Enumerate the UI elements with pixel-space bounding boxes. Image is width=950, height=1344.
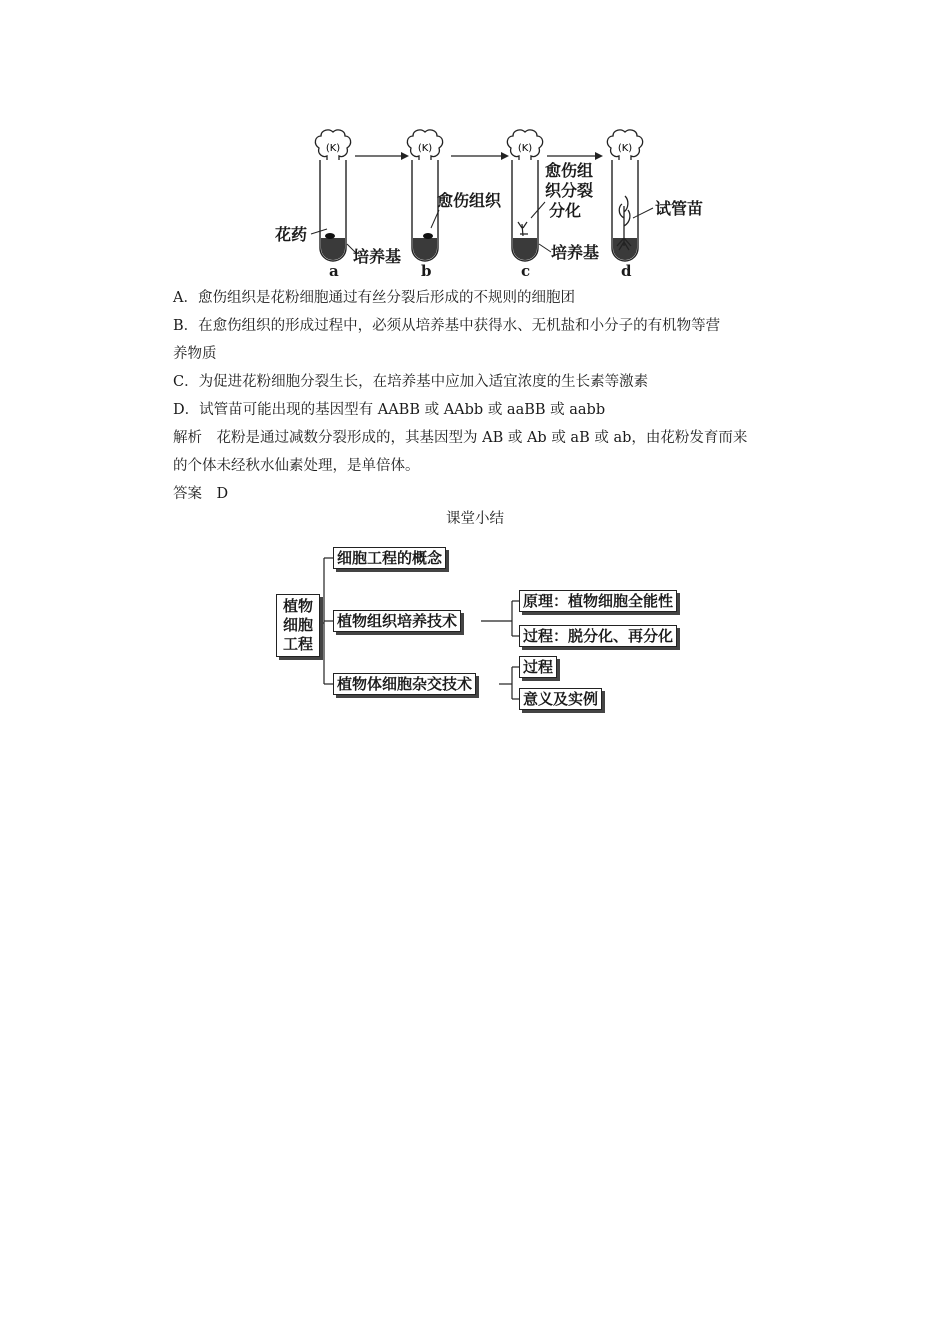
option-d: D．试管苗可能出现的基因型有 AABB 或 AAbb 或 aaBB 或 aabb <box>173 402 606 418</box>
mindmap-tissue-process: 过程：脱分化、再分化 <box>519 625 677 647</box>
label-medium-1: 培养基 <box>353 247 402 266</box>
tube-letter-a: a <box>329 262 339 280</box>
option-b-line-1: B．在愈伤组织的形成过程中，必须从培养基中获得水、无机盐和小分子的有机物等营 <box>173 318 721 334</box>
answer: 答案 D <box>173 486 229 502</box>
label-callus-diff-3: 分化 <box>549 201 582 220</box>
mindmap-root: 植物细胞工程 <box>276 594 320 657</box>
analysis-line-1: 解析 花粉是通过减数分裂形成的，其基因型为 AB 或 Ab 或 aB 或 ab，由花粉发育而来 <box>173 430 748 446</box>
summary-title: 课堂小结 <box>446 511 504 527</box>
mindmap-branch-hybrid: 植物体细胞杂交技术 <box>333 673 476 695</box>
mindmap-tissue-principle: 原理：植物细胞全能性 <box>519 590 677 612</box>
label-plantlet: 试管苗 <box>655 199 704 218</box>
option-b-line-2: 养物质 <box>173 346 217 362</box>
analysis-line-2: 的个体未经秋水仙素处理，是单倍体。 <box>173 458 420 474</box>
label-medium-2: 培养基 <box>551 243 600 262</box>
label-callus-diff-1: 愈伤组 <box>545 161 594 180</box>
tube-letter-d: d <box>621 262 632 280</box>
test-tubes-drawing: (K) <box>255 118 725 288</box>
option-a: A．愈伤组织是花粉细胞通过有丝分裂后形成的不规则的细胞团 <box>173 290 575 306</box>
option-c: C．为促进花粉细胞分裂生长，在培养基中应加入适宜浓度的生长素等激素 <box>173 374 649 390</box>
label-callus-diff-2: 织分裂 <box>545 181 594 200</box>
label-anther: 花药 <box>275 225 308 244</box>
label-callus: 愈伤组织 <box>437 191 502 210</box>
mindmap-hybrid-meaning: 意义及实例 <box>519 688 602 710</box>
mindmap-hybrid-process: 过程 <box>519 656 557 678</box>
tube-letter-c: c <box>521 262 531 280</box>
mindmap-branch-concept: 细胞工程的概念 <box>333 547 446 569</box>
tube-letter-b: b <box>421 262 432 280</box>
mindmap-branch-tissue: 植物组织培养技术 <box>333 610 461 632</box>
